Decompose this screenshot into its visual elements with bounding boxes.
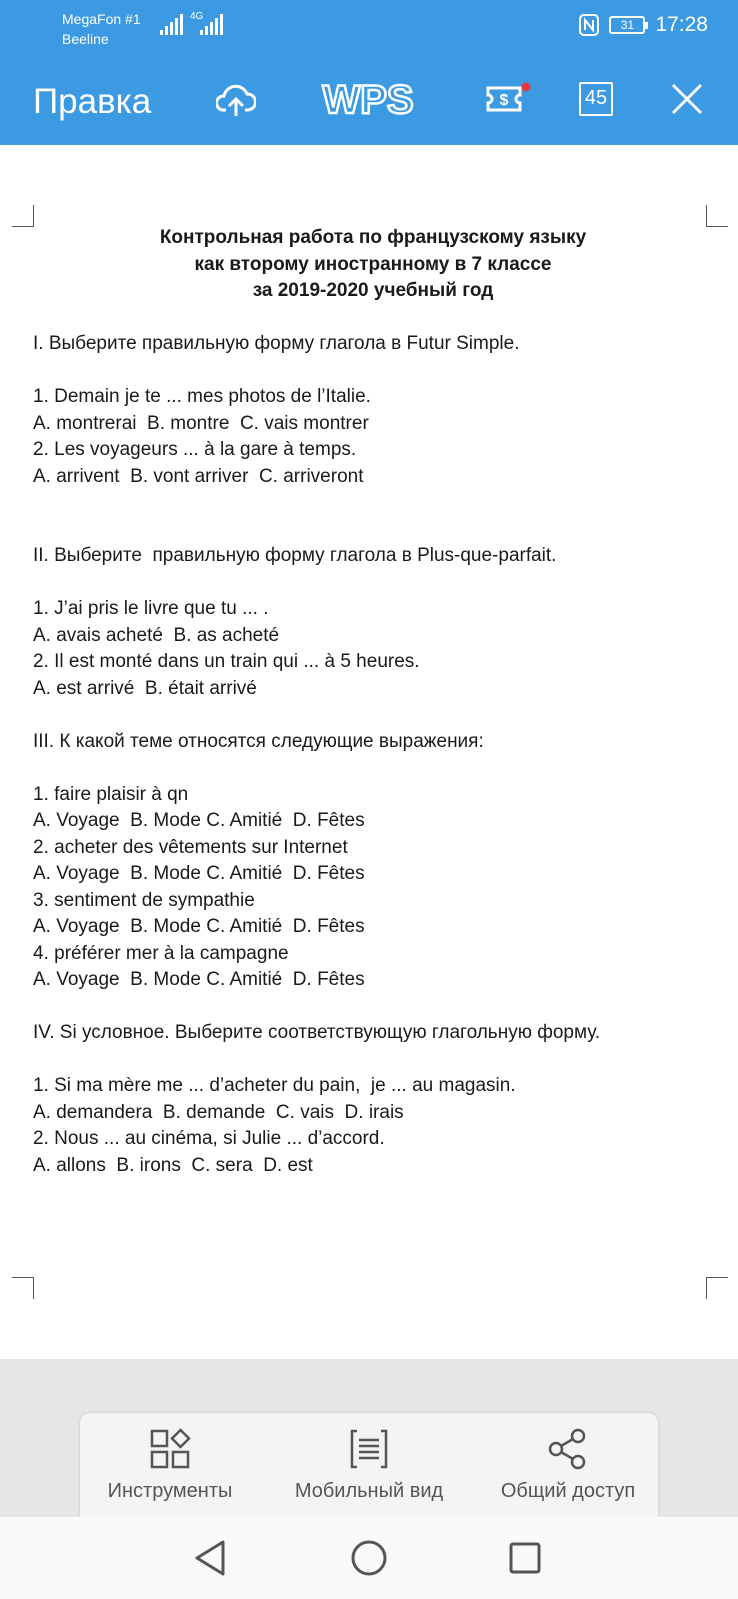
nfc-icon xyxy=(579,14,599,36)
doc-heading-line-1: Контрольная работа по французскому языку xyxy=(159,227,587,248)
signal-icon-2 xyxy=(200,14,224,36)
doc-line: I. Выберите правильную форму глагола в Futur Simple. xyxy=(33,333,520,354)
status-bar xyxy=(0,0,738,52)
doc-line: A. Voyage B. Mode C. Amitié D. Fêtes xyxy=(33,969,365,990)
doc-line: 1. J’ai pris le livre que tu ... . xyxy=(33,598,269,619)
doc-heading-line-2: как второму иностранному в 7 классе xyxy=(194,253,552,275)
crop-mark-top-right xyxy=(706,205,728,227)
mobile-view-label: Мобильный вид xyxy=(294,1480,444,1502)
notification-dot xyxy=(522,83,531,92)
doc-line: A. Voyage B. Mode C. Amitié D. Fêtes xyxy=(33,810,365,831)
tools-button[interactable] xyxy=(80,1413,260,1517)
home-circle-icon[interactable] xyxy=(350,1539,388,1577)
app-bar xyxy=(0,60,738,145)
doc-line: A. Voyage B. Mode C. Amitié D. Fêtes xyxy=(33,916,365,937)
doc-line: A. allons B. irons C. sera D. est xyxy=(33,1154,313,1176)
svg-text:$: $ xyxy=(499,92,509,109)
carrier-2: Beeline xyxy=(62,31,109,47)
document-content xyxy=(33,225,713,1179)
doc-line: 1. Si ma mère me ... d’acheter du pain, je ... au magasin. xyxy=(33,1075,516,1096)
battery-indicator: 31 xyxy=(609,16,645,34)
back-triangle-icon[interactable] xyxy=(193,1539,227,1577)
doc-line: A. arrivent B. vont arriver C. arriveront xyxy=(33,465,364,487)
carrier-1: MegaFon #1 xyxy=(62,11,141,27)
doc-line: 2. Les voyageurs ... à la gare à temps. xyxy=(33,439,357,460)
doc-line: 2. Nous ... au cinéma, si Julie ... d’accord. xyxy=(33,1128,385,1149)
doc-blank-line xyxy=(33,490,713,517)
tools-grid-icon xyxy=(149,1428,191,1470)
network-type: 4G xyxy=(190,11,204,22)
wps-logo-text: WPS xyxy=(322,82,414,118)
doc-line: 1. faire plaisir à qn xyxy=(33,783,189,805)
carrier-info xyxy=(62,9,141,49)
share-icon xyxy=(547,1428,589,1470)
doc-heading-line-3: за 2019-2020 учебный год xyxy=(252,280,494,301)
doc-line: 2. acheter des vêtements sur Internet xyxy=(33,836,348,858)
doc-line: II. Выберите правильную форму глагола в Plus-que-parfait. xyxy=(33,545,557,566)
dollar-ticket-icon[interactable] xyxy=(484,82,532,118)
doc-line: 3. sentiment de sympathie xyxy=(33,889,255,911)
page-count-badge[interactable]: 45 xyxy=(579,82,613,116)
doc-blank-line xyxy=(33,1047,713,1074)
doc-line: A. montrerai B. montre C. vais montrer xyxy=(33,412,369,434)
crop-mark-bottom-right xyxy=(706,1277,728,1299)
doc-line: A. Voyage B. Mode C. Amitié D. Fêtes xyxy=(33,863,365,884)
doc-line: A. avais acheté B. as acheté xyxy=(33,624,280,646)
doc-blank-line xyxy=(33,702,713,729)
clock: 17:28 xyxy=(655,13,708,36)
doc-line: A. demandera B. demande C. vais D. irais xyxy=(33,1101,404,1123)
crop-mark-bottom-left xyxy=(12,1277,34,1299)
doc-line: 1. Demain je te ... mes photos de l’Italie. xyxy=(33,386,371,407)
cloud-upload-icon[interactable] xyxy=(216,80,256,120)
doc-body xyxy=(33,305,713,1180)
doc-line: 4. préférer mer à la campagne xyxy=(33,942,289,964)
doc-line: 2. Il est monté dans un train qui ... à 5 heures. xyxy=(33,651,420,672)
signal-icon xyxy=(160,14,184,36)
top-bar xyxy=(0,0,738,145)
doc-line: III. К какой теме относятся следующие выражения: xyxy=(33,730,484,752)
share-button[interactable] xyxy=(478,1413,658,1517)
close-icon[interactable] xyxy=(670,82,704,116)
edit-button[interactable]: Правка xyxy=(33,82,152,121)
share-label: Общий доступ xyxy=(500,1480,636,1502)
doc-blank-line xyxy=(33,994,713,1021)
system-nav-bar xyxy=(0,1517,738,1599)
tools-label: Инструменты xyxy=(107,1480,233,1502)
wps-logo xyxy=(308,82,428,118)
doc-blank-line xyxy=(33,305,713,332)
mobile-view-icon xyxy=(348,1428,390,1470)
doc-line: A. est arrivé B. était arrivé xyxy=(33,677,257,699)
doc-blank-line xyxy=(33,517,713,544)
recents-square-icon[interactable] xyxy=(508,1539,542,1577)
doc-blank-line xyxy=(33,570,713,597)
crop-mark-top-left xyxy=(12,205,34,227)
document-page[interactable] xyxy=(0,145,738,1359)
doc-blank-line xyxy=(33,358,713,385)
doc-blank-line xyxy=(33,755,713,782)
mobile-view-button[interactable] xyxy=(279,1413,459,1517)
doc-line: IV. Si условное. Выберите соответствующую глагольную форму. xyxy=(33,1022,601,1043)
bottom-tool-panel xyxy=(80,1413,658,1517)
status-right xyxy=(579,13,708,37)
